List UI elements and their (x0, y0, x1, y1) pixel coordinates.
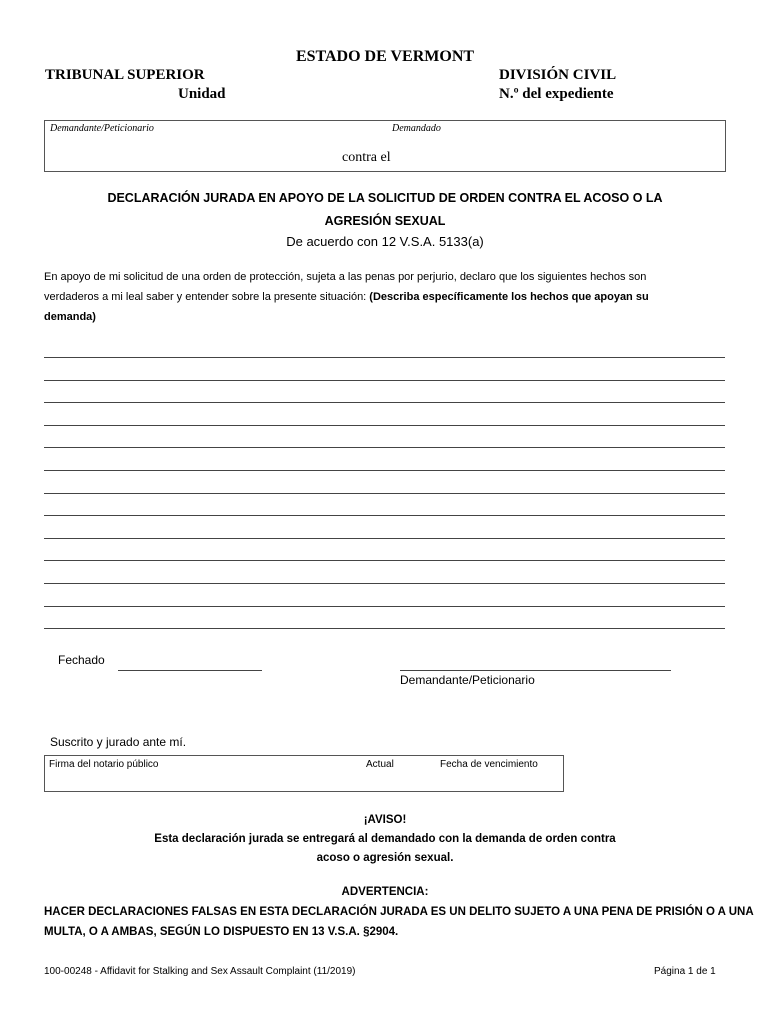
statement-writing-line[interactable] (44, 470, 725, 471)
statement-writing-line[interactable] (44, 447, 725, 448)
notice-line1: Esta declaración jurada se entregará al demandado con la demanda de orden contra (154, 833, 616, 845)
division-label: DIVISIÓN CIVIL (499, 67, 617, 83)
statement-writing-line[interactable] (44, 515, 725, 516)
intro-line2-instruction: (Describa específicamente los hechos que apoyan su (369, 291, 649, 303)
dated-label: Fechado (58, 653, 105, 667)
notice-heading: ¡AVISO! (363, 814, 407, 826)
statement-writing-line[interactable] (44, 606, 725, 607)
statement-writing-line[interactable] (44, 357, 725, 358)
plaintiff-label: Demandante/Peticionario (50, 123, 154, 134)
intro-line2 (44, 291, 649, 303)
state-title: ESTADO DE VERMONT (295, 48, 475, 65)
warning-heading: ADVERTENCIA: (341, 886, 429, 898)
notary-signature-label: Firma del notario público (49, 759, 159, 770)
document-title-line2: AGRESIÓN SEXUAL (324, 214, 446, 228)
notice-line2: acoso o agresión sexual. (316, 852, 454, 864)
intro-line1: En apoyo de mi solicitud de una orden de protección, sujeta a las penas por perjurio, declaro que los siguientes hechos son (44, 271, 647, 283)
statement-writing-line[interactable] (44, 583, 725, 584)
statement-writing-line[interactable] (44, 493, 725, 494)
warning-line2: MULTA, O A AMBAS, SEGÚN LO DISPUESTO EN 13 V.S.A. §2904. (44, 926, 399, 938)
statement-writing-line[interactable] (44, 425, 725, 426)
docket-label: N.º del expediente (499, 86, 614, 102)
defendant-label: Demandado (392, 123, 441, 134)
intro-line2-text: verdaderos a mi leal saber y entender sobre la presente situación: (44, 291, 370, 303)
date-field-line[interactable] (118, 670, 262, 671)
intro-line3-instruction: demanda) (44, 311, 96, 323)
current-label: Actual (366, 759, 394, 770)
statement-writing-line[interactable] (44, 628, 725, 629)
page-number: Página 1 de 1 (654, 966, 716, 977)
court-name: TRIBUNAL SUPERIOR (45, 67, 205, 83)
statement-writing-line[interactable] (44, 538, 725, 539)
document-title-line1: DECLARACIÓN JURADA EN APOYO DE LA SOLICITUD DE ORDEN CONTRA EL ACOSO O LA (107, 191, 663, 205)
statement-writing-line[interactable] (44, 560, 725, 561)
form-id: 100-00248 - Affidavit for Stalking and Sex Assault Complaint (11/2019) (44, 966, 356, 977)
statute-reference: De acuerdo con 12 V.S.A. 5133(a) (286, 234, 484, 249)
statement-writing-line[interactable] (44, 380, 725, 381)
expiry-date-label: Fecha de vencimiento (440, 759, 538, 770)
statement-writing-line[interactable] (44, 402, 725, 403)
unit-label: Unidad (178, 86, 226, 102)
plaintiff-signature-line[interactable] (400, 670, 671, 671)
plaintiff-signature-label: Demandante/Peticionario (400, 673, 535, 687)
sworn-label: Suscrito y jurado ante mí. (50, 735, 187, 749)
warning-line1: HACER DECLARACIONES FALSAS EN ESTA DECLARACIÓN JURADA ES UN DELITO SUJETO A UNA PENA DE PRISIÓN O A UNA (44, 906, 754, 918)
versus-label: contra el (342, 150, 391, 165)
